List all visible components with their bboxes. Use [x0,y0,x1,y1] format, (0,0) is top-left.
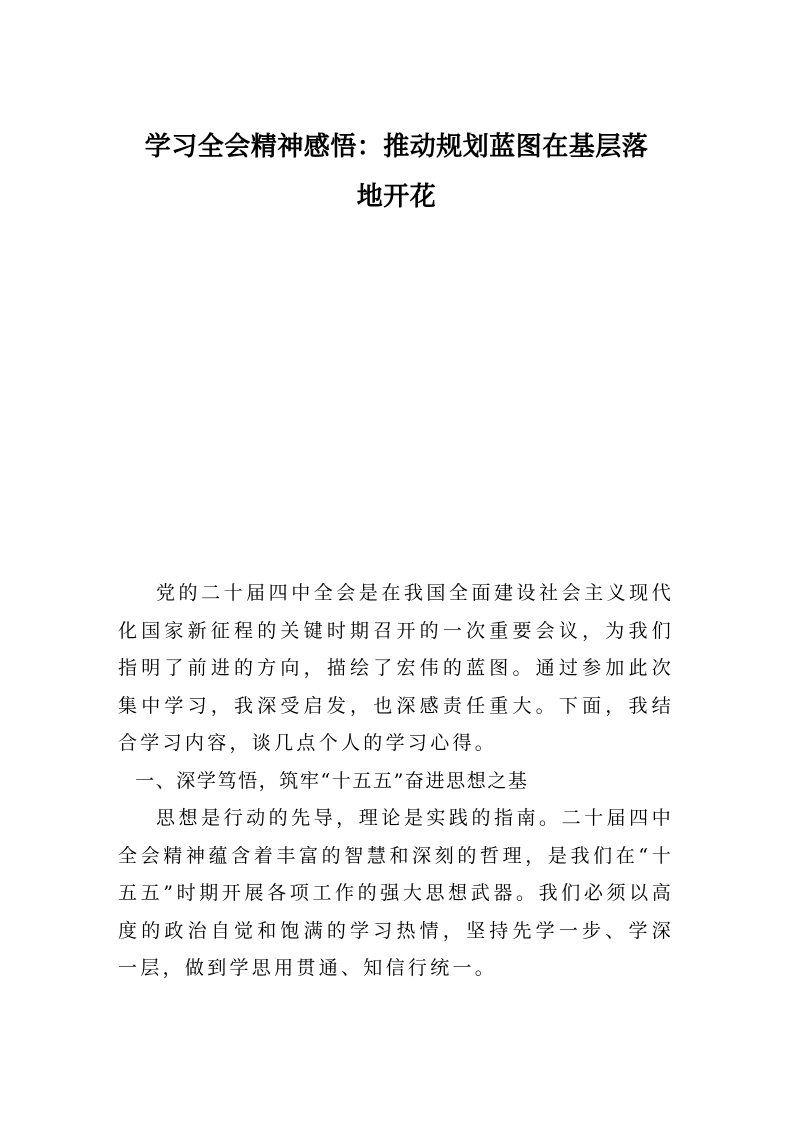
intro-paragraph: 党的二十届四中全会是在我国全面建设社会主义现代化国家新征程的关键时期召开的一次重要会议，为我们指明了前进的方向，描绘了宏伟的蓝图。通过参加此次集中学习，我深受启发，也深感责任重大。下面，我结合学习内容，谈几点个人的学习心得。 [118,582,674,754]
section-heading: 一、深学笃悟，筑牢“十五五”奋进思想之基 [135,769,529,792]
document-body [118,575,674,988]
section-paragraph: 思想是行动的先导，理论是实践的指南。二十届四中全会精神蕴含着丰富的智慧和深刻的哲理，是我们在“十五五”时期开展各项工作的强大思想武器。我们必须以高度的政治自觉和饱满的学习热情，坚持先学一步、学深一层，做到学思用贯通、知信行统一。 [118,807,674,979]
title-line-1: 学习全会精神感悟：推动规划蓝图在基层落 [144,132,649,162]
document-title [110,122,683,222]
title-line-2: 地开花 [356,182,437,212]
